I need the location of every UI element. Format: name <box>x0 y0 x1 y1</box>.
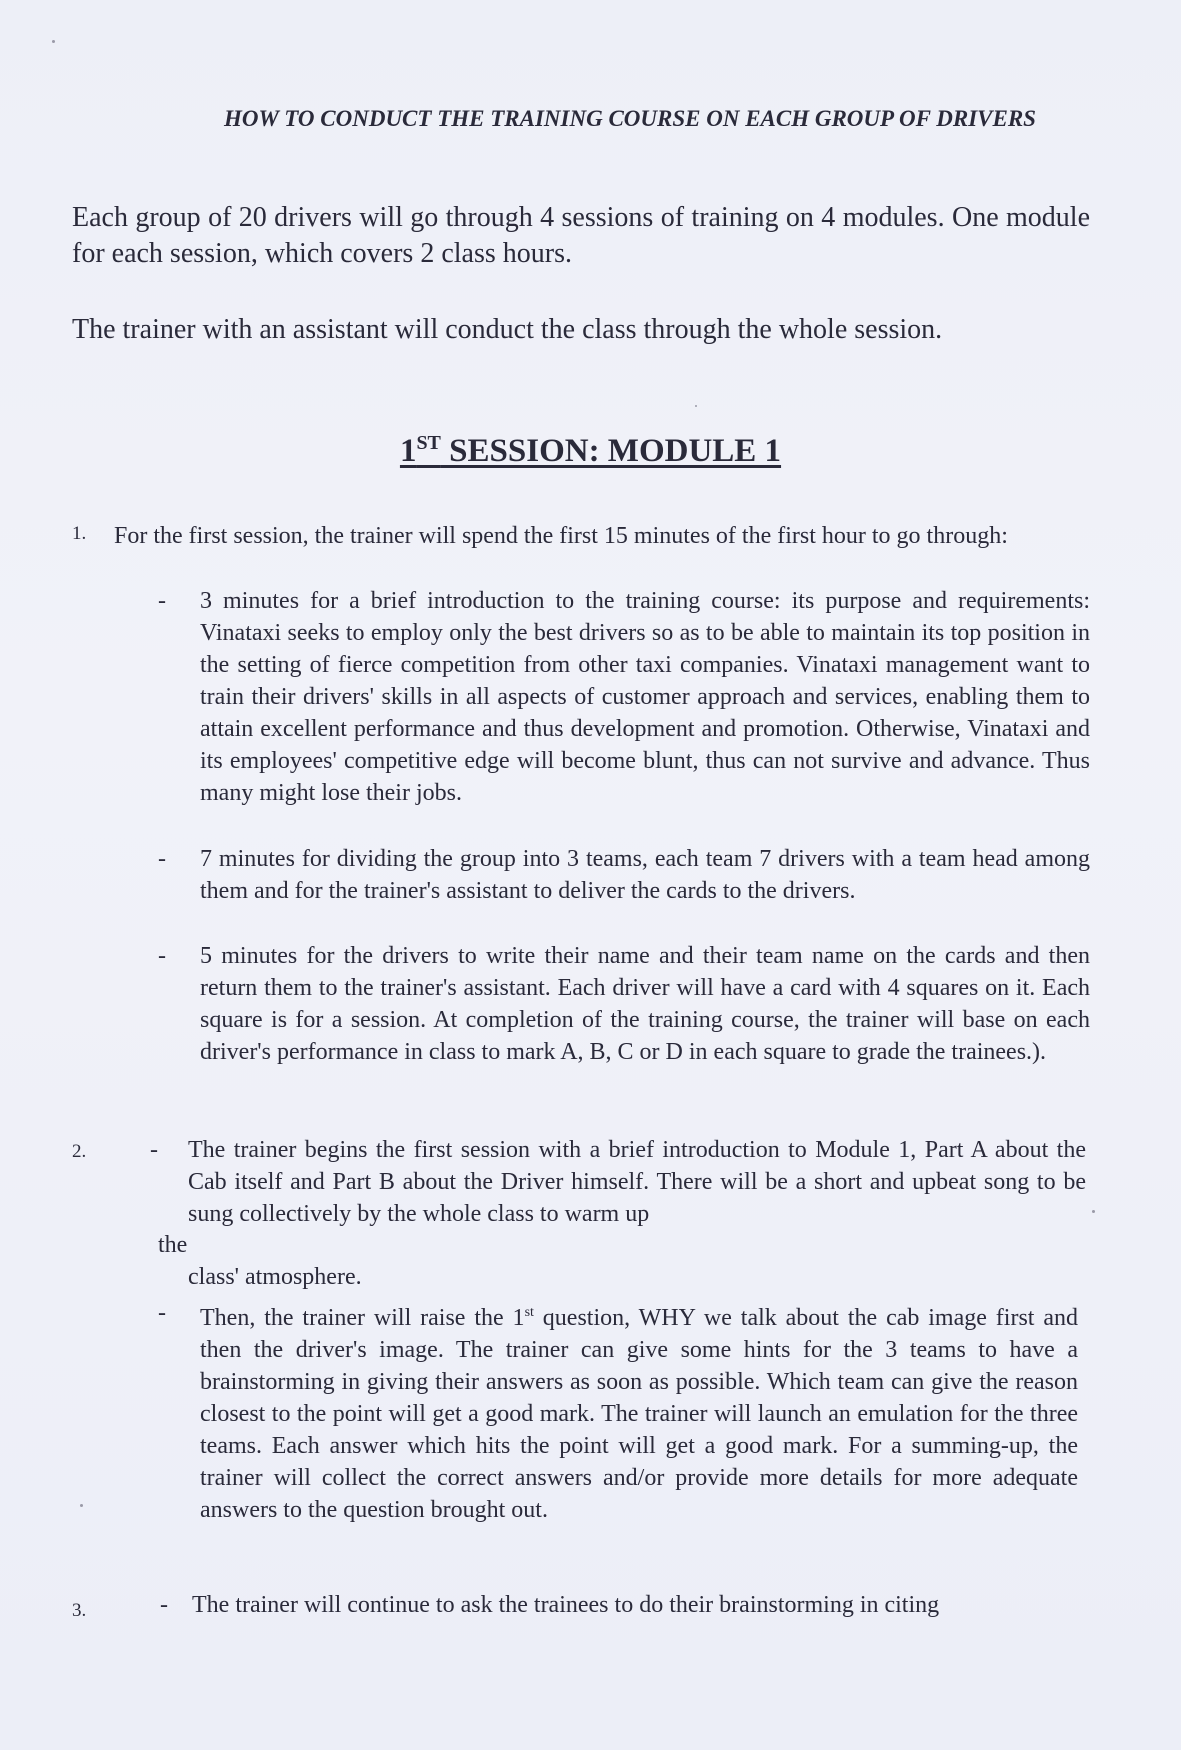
scan-speck <box>1092 1210 1095 1213</box>
scan-speck <box>80 1504 83 1507</box>
bullet-text: 5 minutes for the drivers to write their name and their team name on the cards and then return them to the trainer's assistant. Each driver will have a card with 4 squares on it. Each square is for a session. At completion of the training course, the trainer will base on each driver's performance in class to mark A, B, C or D in each square to grade the trainees.). <box>200 943 1090 1065</box>
bullet-text: 3 minutes for a brief introduction to the training course: its purpose and requirements: Vinataxi seeks to employ only the best drivers so as to be able to maintain its top position in the setting of fierce competition from other taxi companies. Vinataxi management want to train their drivers' skills in all aspects of customer approach and services, enabling them to attain excellent performance and thus development and promotion. Otherwise, Vinataxi and its employees' competitive edge will become blunt, thus can not survive and advance. Thus many might lose their jobs. <box>200 588 1090 806</box>
item-number: 1. <box>72 523 87 544</box>
ordinal-suffix: st <box>524 1305 534 1320</box>
orphan-word: the <box>158 1232 188 1258</box>
scan-speck <box>695 405 697 407</box>
orphan-line: class' atmosphere. <box>188 1264 362 1290</box>
item-number: 3. <box>72 1600 87 1621</box>
bullet-dash: - <box>158 588 166 614</box>
scan-speck <box>52 40 55 43</box>
bullet-dash: - <box>158 943 166 969</box>
bullet-text: The trainer will continue to ask the trainees to do their brainstorming in citing <box>192 1592 940 1618</box>
session-heading-text: SESSION: MODULE 1 <box>440 433 782 469</box>
item-number: 2. <box>72 1141 87 1162</box>
bullet-dash: - <box>158 1300 166 1326</box>
bullet-text: The trainer begins the first session with a brief introduction to Module 1, Part A about the Cab itself and Part B about the Driver himself. There will be a short and upbeat song to be sung collectively by the whole class to warm up <box>188 1137 1086 1227</box>
session-heading <box>0 432 1181 470</box>
bullet-text <box>200 1297 1078 1526</box>
session-heading-number: 1 <box>399 433 417 469</box>
item-text: For the first session, the trainer will spend the first 15 minutes of the first hour to go through: <box>114 523 1008 549</box>
session-heading-suffix: ST <box>416 432 441 454</box>
document-title: HOW TO CONDUCT THE TRAINING COURSE ON EACH GROUP OF DRIVERS <box>224 106 1036 131</box>
bullet-text-part: Then, the trainer will raise the 1st question, WHY we talk about the cab image first and then the driver's image. The trainer can give some hints for the 3 teams to have a brainstorming in giving their answers as soon as possible. Which team can give the reason closest to the point will get a good mark. The trainer will launch an emulation for the three teams. Each answer which hits the point will get a good mark. For a summing-up, the trainer will collect the correct answers and/or provide more details for more adequate answers to the question brought out. <box>200 1305 1078 1523</box>
bullet-dash: - <box>160 1592 168 1618</box>
bullet-text: 7 minutes for dividing the group into 3 teams, each team 7 drivers with a team head among them and for the trainer's assistant to deliver the cards to the drivers. <box>200 846 1090 904</box>
bullet-dash: - <box>158 846 166 872</box>
bullet-dash: - <box>150 1137 158 1163</box>
intro-paragraph: The trainer with an assistant will conduct the class through the whole session. <box>72 314 943 345</box>
intro-paragraph: Each group of 20 drivers will go through 4 sessions of training on 4 modules. One module for each session, which covers 2 class hours. <box>72 202 1090 269</box>
